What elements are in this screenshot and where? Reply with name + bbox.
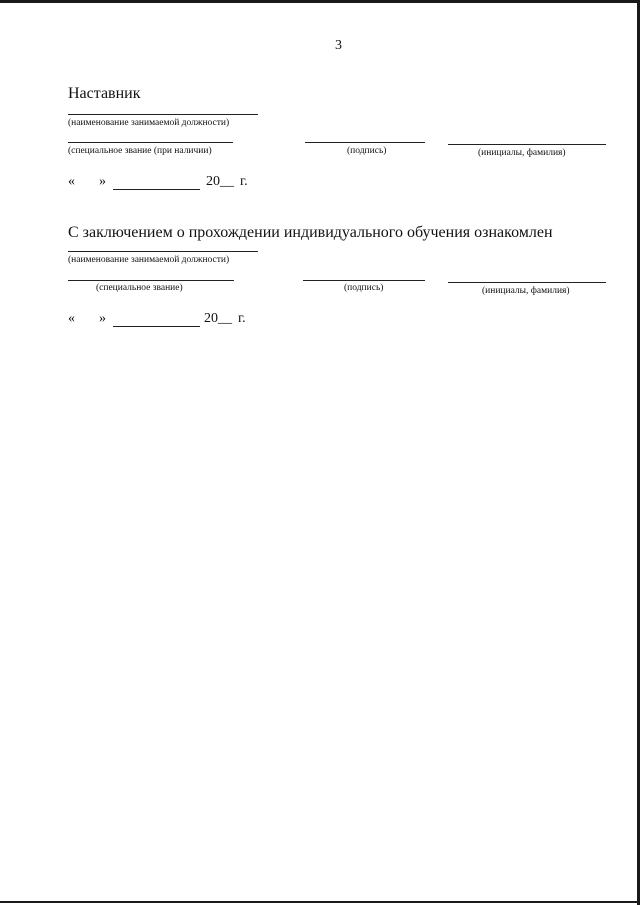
date-month-line — [113, 189, 200, 190]
date-open-quote: « — [68, 174, 75, 189]
date-year-suffix: г. — [240, 174, 248, 189]
rank-line — [68, 280, 234, 281]
date-month-line — [113, 326, 200, 327]
date-year-suffix: г. — [238, 311, 246, 326]
mentor-heading: Наставник — [68, 85, 141, 102]
position-line — [68, 114, 258, 115]
signature-caption: (подпись) — [344, 283, 384, 293]
position-caption: (наименование занимаемой должности) — [68, 255, 230, 265]
date-year: 20__ — [204, 311, 232, 326]
position-caption: (наименование занимаемой должности) — [68, 118, 230, 128]
signature-line — [303, 280, 425, 281]
scan-edge-bottom — [0, 901, 640, 903]
date-year: 20__ — [206, 174, 234, 189]
rank-line — [68, 142, 233, 143]
name-line — [448, 282, 606, 283]
date-open-quote: « — [68, 311, 75, 326]
rank-caption: (специальное звание) — [96, 283, 183, 293]
signature-caption: (подпись) — [347, 146, 387, 156]
date-close-quote: » — [99, 174, 106, 189]
position-line — [68, 251, 258, 252]
page-number: 3 — [335, 38, 342, 53]
date-close-quote: » — [99, 311, 106, 326]
rank-caption: (специальное звание (при наличии) — [68, 146, 212, 156]
acknowledgement-heading: С заключением о прохождении индивидуального обучения ознакомлен — [68, 224, 553, 241]
scan-edge-top — [0, 0, 640, 3]
name-line — [448, 144, 606, 145]
signature-line — [305, 142, 425, 143]
name-caption: (инициалы, фамилия) — [478, 148, 566, 158]
name-caption: (инициалы, фамилия) — [482, 286, 570, 296]
